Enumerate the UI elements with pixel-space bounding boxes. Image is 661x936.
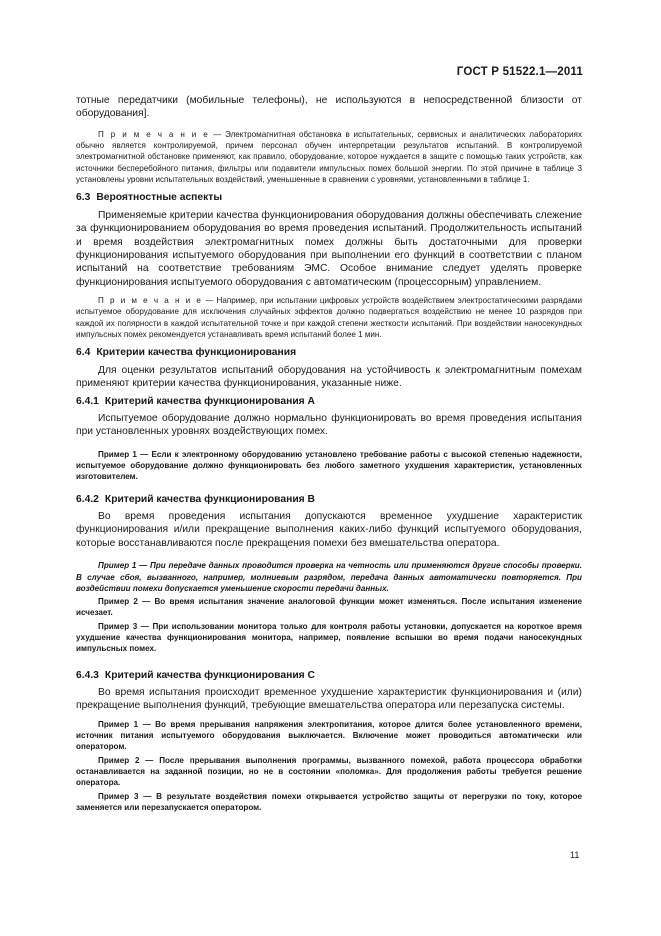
section-6-4-number: 6.4: [76, 347, 91, 359]
section-6-4-2-example-2: Пример 2 — Во время испытания значение аналоговой функции может изменяться. После испытания изменение исчезает.: [76, 597, 582, 618]
page-number: 11: [570, 850, 580, 860]
page-content: [76, 92, 582, 813]
section-6-4-heading: [76, 346, 582, 359]
standard-header: ГОСТ Р 51522.1—2011: [456, 66, 583, 78]
section-6-4-2-text: Во время проведения испытания допускаются временное ухудшение характеристик функционирования и/или прекращение выполнения каких-либо функций испытуемого оборудования, которые восстанавливаются после прекращения помехи без вмешательства оператора.: [76, 511, 582, 549]
note-1-label: П р и м е ч а н и е: [98, 129, 210, 139]
note-1: [76, 129, 582, 185]
section-6-4-3-heading: [76, 669, 582, 682]
section-6-4-1-example-1: Пример 1 — Если к электронному оборудованию установлено требование работы с высокой степенью надежности, испытуемое оборудование должно функционировать без любого заметного ухудшения характеристик, установленных изготовителем.: [76, 449, 582, 482]
section-6-4-3-example-3: Пример 3 — В результате воздействия помехи открывается устройство защиты от перегрузки по току, которое заменяется или перезапускается оператором.: [76, 791, 582, 812]
section-6-4-2-number: 6.4.2: [76, 493, 99, 505]
section-6-3-heading: [76, 191, 582, 204]
section-6-4-text: Для оценки результатов испытаний оборудования на устойчивость к электромагнитным помехам применяют критерии качества функционирования, указанные ниже.: [76, 364, 582, 390]
section-6-4-1-title: Критерий качества функционирования А: [104, 395, 315, 407]
section-6-4-3-number: 6.4.3: [76, 669, 99, 681]
section-6-4-3-text: Во время испытания происходит временное ухудшение характеристик функционирования и (или) прекращение выполнения функций, требующие вмешательства оператора или перезапуска системы.: [76, 687, 582, 712]
note-2: [76, 295, 582, 340]
intro-paragraph: тотные передатчики (мобильные телефоны), не используются в непосредственной близости от оборудования].: [76, 95, 582, 120]
section-6-4-2-title: Критерий качества функционирования В: [104, 493, 315, 505]
section-6-4-3-title: Критерий качества функционирования С: [104, 669, 315, 681]
section-6-4-2-heading: [76, 493, 582, 506]
note-2-label: П р и м е ч а н и е: [98, 296, 203, 306]
section-6-4-2-example-3: Пример 3 — При использовании монитора только для контроля работы установки, допускается на короткое время ухудшение качества функционирования монитора, например, появление вспышки во время подачи наносекундных импульсных помех.: [76, 621, 582, 654]
section-6-3-number: 6.3: [76, 192, 91, 204]
section-6-4-3-example-1: Пример 1 — Во время прерывания напряжения электропитания, которое длится более установленного времени, источник питания испытуемого оборудования выключается. Включение может проводиться автоматически или оператором.: [76, 719, 582, 752]
note-1-text: — Электромагнитная обстановка в испытательных, сервисных и аналитических лабораториях обычно является контролируемой, причем персонал обучен интерпретации результатов испытаний. В контролируемой электромагнитной обстановке применяют, как правило, оборудование, которое нуждается в защите с помощью таких устройств, как источники бесперебойного питания, фильтры или подавители импульсных помех большой энергии. По этой причине в таблице 3 установлены уровни испытательных воздействий, уменьшенные в сравнении с уровнями, установленными в таблице 1.: [76, 129, 582, 184]
section-6-4-2-example-1: Пример 1 — При передаче данных проводится проверка на четность или применяются другие способы проверки. В случае сбоя, вызванного, например, молниевым разрядом, передача данных автоматически повторяется. При воздействии помехи допускается уменьшение скорости передачи данных.: [76, 561, 582, 593]
section-6-4-title: Критерии качества функционирования: [96, 347, 297, 359]
section-6-4-1-text: Испытуемое оборудование должно нормально функционировать во время проведения испытания при установленных уровнях воздействующих помех.: [76, 412, 582, 438]
section-6-4-1-heading: [76, 395, 582, 408]
section-6-4-3-example-2: Пример 2 — После прерывания выполнения программы, вызванного помехой, работа процессора обработки останавливается на заданной позиции, но не в состоянии «поломка». Для продолжения работы требуется решение оператора.: [76, 755, 582, 788]
section-6-3-title: Вероятностные аспекты: [96, 192, 223, 204]
section-6-3-text: Применяемые критерии качества функционирования оборудования должны обеспечивать слежение за функционированием оборудования во время проведения испытаний. Продолжительность испытаний и время воздействия электромагнитных помех должны быть достаточными для проверки функционирования испытуемого оборудования при выполнении его функций в соответствии с планом испытаний на соответствие требованиям ЭМС. Особое внимание следует уделять проверке функционирования испытуемого оборудования с автоматическим (процессорным) управлением.: [76, 209, 582, 288]
section-6-4-1-number: 6.4.1: [76, 395, 99, 407]
note-2-text: — Например, при испытании цифровых устройств воздействием электростатическими разрядами испытуемое оборудование для исключения случайных эффектов должно подвергаться воздействию не менее 10 разрядов при каждой их полярности в каждой испытательной точке и при каждой степени жесткости испытаний. При воздействии наносекундных импульсных помех рекомендуется устанавливать время испытаний более 1 мин.: [76, 296, 582, 340]
